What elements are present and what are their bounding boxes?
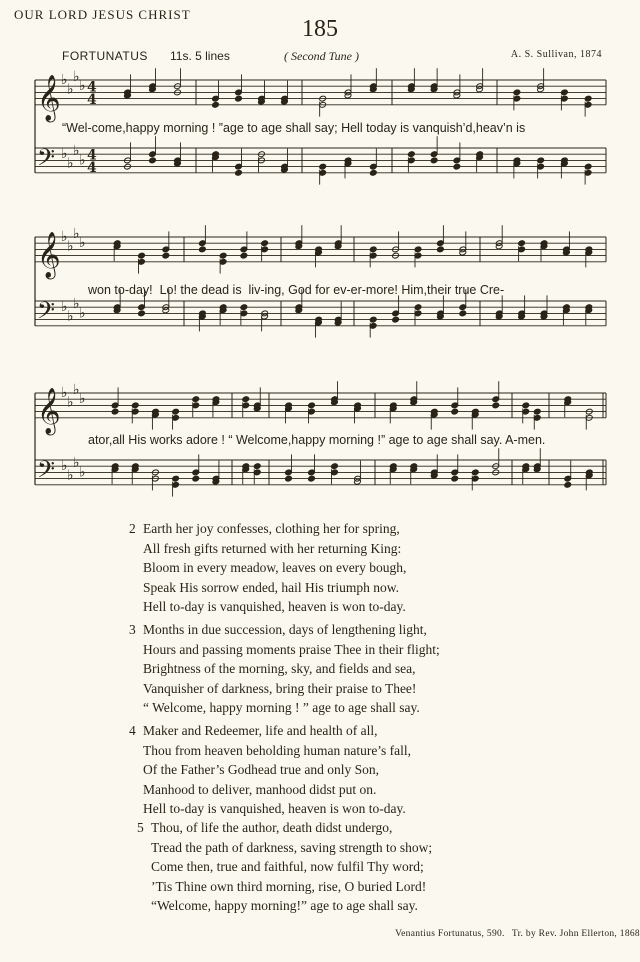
- time-sig-bottom: 4: [87, 91, 97, 108]
- stanza-line: “Welcome, happy morning!” age to age shall say.: [151, 898, 418, 913]
- lyric-line-3: ator,all His works adore ! “ Welcome,happy morning !” age to age shall say. A-men.: [88, 433, 546, 447]
- stanza-line: All fresh gifts returned with her returning King:: [143, 540, 402, 556]
- text-credit: [0, 929, 640, 939]
- treble-clef: 𝄞: [37, 231, 61, 278]
- note-head: [437, 246, 445, 253]
- translator-credit: Tr. by Rev. John Ellerton, 1868: [511, 929, 640, 939]
- flat-sign: ♭: [79, 152, 86, 169]
- note-head: [308, 402, 316, 409]
- stanza-line: Hell to-day is vanquished, heaven is won to-day.: [143, 599, 406, 614]
- note-head: [414, 304, 422, 311]
- note-head: [138, 310, 146, 317]
- stanza-line: Maker and Redeemer, life and health of all,: [143, 723, 378, 738]
- bass-clef: 𝄢: [37, 143, 56, 177]
- note-head: [414, 246, 422, 253]
- section-title: OUR LORD JESUS CHRIST: [14, 7, 191, 22]
- stanza-line: “ Welcome, happy morning ! ” age to age shall say.: [143, 700, 420, 715]
- note-head: [111, 408, 119, 415]
- hymn-number: 185: [302, 16, 338, 42]
- note-head: [518, 240, 526, 247]
- bass-clef: 𝄢: [37, 296, 56, 330]
- flat-sign: ♭: [61, 72, 68, 88]
- time-sig-top: 4: [87, 79, 97, 96]
- note-head: [451, 475, 459, 482]
- note-head: [319, 163, 327, 170]
- stanza-line: Hell to-day is vanquished, heaven is won to-day.: [143, 801, 406, 816]
- note-head: [308, 475, 316, 482]
- note-head: [451, 408, 459, 415]
- stanza-line: Months in due succession, days of lengthening light,: [143, 622, 427, 637]
- flat-sign: ♭: [79, 78, 86, 95]
- flat-sign: ♭: [79, 464, 86, 481]
- note-head: [261, 240, 269, 247]
- stanza-line: Thou, of life the author, death didst undergo,: [151, 820, 393, 835]
- stanza-number: 2: [129, 521, 136, 536]
- stanza-line: Manhood to deliver, manhood didst put on.: [143, 781, 377, 797]
- note-head: [584, 163, 592, 170]
- flat-sign: ♭: [73, 381, 80, 398]
- note-head: [212, 101, 220, 108]
- stanza-3: [129, 620, 440, 718]
- note-head: [162, 252, 170, 259]
- treble-clef: 𝄞: [37, 387, 61, 434]
- stanza-5: [137, 818, 433, 916]
- stanza-2: [129, 519, 407, 617]
- flat-sign: ♭: [61, 299, 68, 316]
- composer-credit: A. S. Sullivan, 1874: [510, 49, 602, 60]
- note-head: [369, 316, 377, 323]
- flat-sign: ♭: [67, 394, 74, 411]
- flat-sign: ♭: [79, 235, 86, 252]
- note-head: [564, 481, 572, 488]
- author-credit: Venantius Fortunatus, 590.: [395, 929, 505, 939]
- stanza-4: [129, 721, 412, 819]
- flat-sign: ♭: [67, 81, 74, 98]
- flat-sign: ♭: [73, 143, 80, 160]
- note-head: [240, 252, 248, 259]
- note-head: [370, 169, 378, 176]
- note-head: [253, 463, 261, 470]
- stanza-line: Come then, true and faithful, now fulfil Thy word;: [151, 859, 424, 874]
- note-head: [533, 408, 541, 415]
- note-head: [235, 95, 243, 102]
- stanza-line: Thou from heaven beholding human nature’s fall,: [143, 742, 412, 758]
- flat-sign: ♭: [67, 238, 74, 255]
- stanza-line: Brightness of the morning, sky, and fields and sea,: [143, 661, 416, 676]
- note-head: [537, 157, 545, 164]
- flat-sign: ♭: [73, 296, 80, 313]
- flat-sign: ♭: [67, 308, 74, 325]
- note-head: [430, 157, 438, 164]
- note-head: [138, 252, 146, 259]
- stanza-line: Tread the path of darkness, saving strength to show;: [151, 839, 433, 855]
- tune-name: FORTUNATUS: [62, 49, 148, 63]
- time-sig-bottom: 4: [87, 159, 97, 176]
- note-head: [149, 157, 157, 164]
- flat-sign: ♭: [79, 305, 86, 322]
- note-head: [453, 163, 461, 170]
- flat-sign: ♭: [73, 68, 80, 85]
- note-head: [471, 469, 479, 476]
- note-head: [131, 402, 139, 409]
- note-head: [235, 169, 243, 176]
- note-head: [172, 408, 180, 415]
- note-head: [392, 316, 400, 323]
- tune-meter: 11s. 5 lines: [170, 49, 230, 63]
- stanza-line: Vanquisher of darkness, bring their praise to Thee!: [143, 680, 417, 696]
- stanza-line: Bloom in every meadow, leaves on every bough,: [143, 560, 407, 575]
- note-head: [561, 89, 569, 96]
- note-head: [369, 246, 377, 253]
- note-head: [459, 310, 467, 317]
- flat-sign: ♭: [67, 155, 74, 172]
- note-head: [192, 475, 200, 482]
- note-head: [242, 396, 250, 403]
- stanza-line: Speak His sorrow ended, hail His triumph now.: [143, 579, 399, 595]
- flat-sign: ♭: [61, 458, 68, 475]
- note-head: [240, 304, 248, 311]
- lyric-line-1: “Wel-come,happy morning ! ”age to age shall say; Hell today is vanquish’d,heav’n is: [62, 121, 526, 135]
- stanza-line: Earth her joy confesses, clothing her for spring,: [143, 521, 400, 536]
- stanza-number: 4: [129, 723, 136, 738]
- note-head: [172, 475, 180, 482]
- flat-sign: ♭: [67, 467, 74, 484]
- flat-sign: ♭: [73, 225, 80, 242]
- note-head: [219, 252, 227, 259]
- note-head: [408, 151, 416, 158]
- note-head: [331, 463, 339, 470]
- stanza-line: ’Tis Thine own third morning, rise, O buried Lord!: [151, 878, 427, 894]
- stanza-line: Hours and passing moments praise Thee in their flight;: [143, 641, 440, 657]
- note-head: [492, 402, 500, 409]
- flat-sign: ♭: [79, 391, 86, 408]
- note-head: [192, 396, 200, 403]
- tune-note: ( Second Tune ): [284, 49, 359, 63]
- time-sig-top: 4: [87, 147, 97, 164]
- stanza-number: 3: [129, 622, 136, 637]
- lyric-line-2: won to-day! Lo! the dead is liv-ing, God for ev-er-more! Him,their true Cre-: [88, 283, 505, 297]
- note-head: [522, 402, 530, 409]
- stanza-number: 5: [137, 820, 144, 835]
- note-head: [199, 246, 207, 253]
- stanza-line: Of the Father’s Godhead true and only Son,: [143, 762, 379, 777]
- note-head: [513, 89, 521, 96]
- flat-sign: ♭: [73, 455, 80, 472]
- bass-clef: 𝄢: [37, 455, 56, 489]
- treble-clef: 𝄞: [37, 74, 61, 121]
- flat-sign: ♭: [61, 146, 68, 163]
- note-head: [285, 475, 293, 482]
- flat-sign: ♭: [61, 229, 68, 245]
- note-head: [584, 95, 592, 102]
- flat-sign: ♭: [61, 385, 68, 401]
